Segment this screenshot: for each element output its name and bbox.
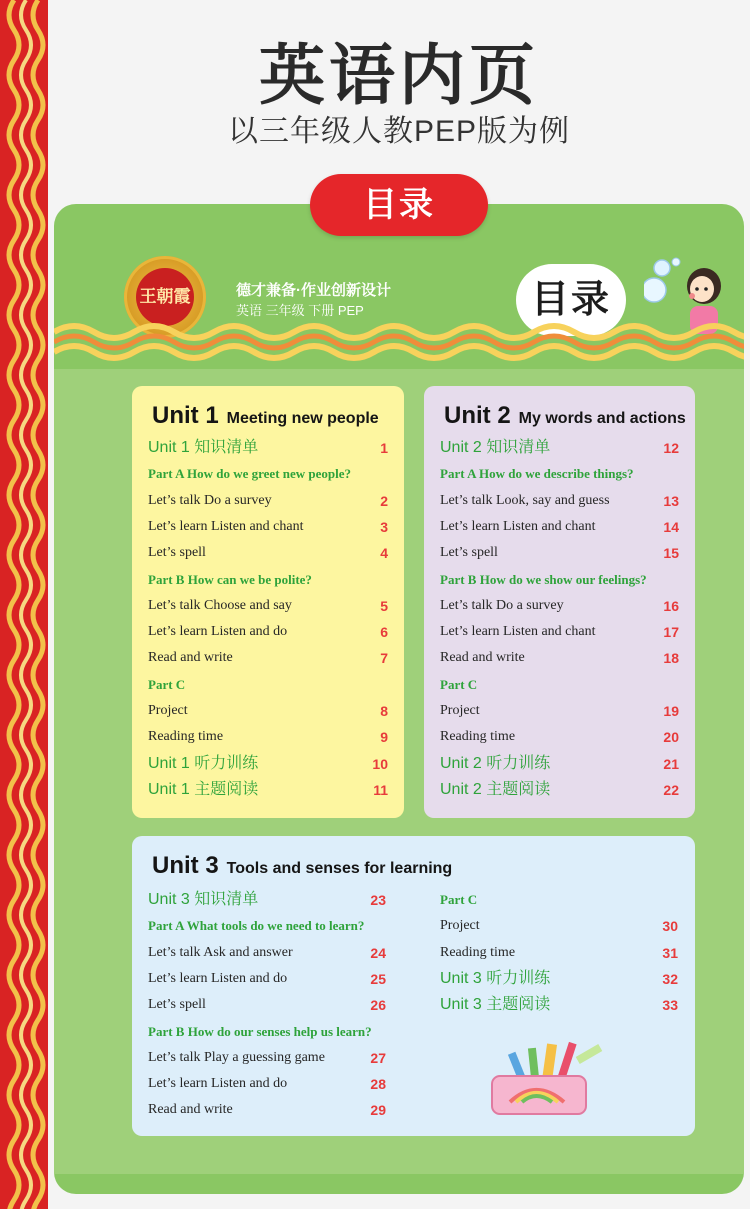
unit3-title: Unit 3 [152, 852, 219, 879]
toc-part-heading [148, 567, 388, 593]
toc-entry-title: Part C [440, 892, 478, 907]
unit2-title: Unit 2 [444, 402, 511, 429]
toc-entry-title: Reading time [440, 729, 516, 745]
toc-entry [148, 777, 388, 803]
contents-title: 目录 [516, 264, 626, 336]
toc-entry-title: Let’s talk Play a guessing game [148, 1049, 325, 1065]
unit2-subtitle: My words and actions [518, 410, 686, 427]
toc-entry-title: Let’s learn Listen and do [148, 1076, 288, 1092]
toc-page-number: 25 [370, 970, 386, 987]
toc-entry [148, 724, 388, 750]
toc-page-number: 5 [380, 597, 388, 614]
toc-entry-title: Part B How can we be polite? [148, 571, 312, 587]
toc-entry [148, 1097, 386, 1123]
toc-entry-title: Unit 1 知识清单 [148, 439, 259, 456]
toc-entry-title: Let’s learn Listen and chant [440, 518, 596, 534]
toc-page-number: 14 [663, 518, 679, 535]
toc-page-number: 29 [370, 1102, 386, 1119]
toc-page-number: 18 [663, 650, 679, 667]
toc-page-number: 13 [663, 492, 679, 509]
toc-entry [148, 1071, 386, 1097]
toc-page-number: 22 [663, 781, 679, 798]
toc-entry-title: Let’s learn Listen and do [148, 970, 288, 986]
toc-entry-title: Unit 1 主题阅读 [148, 780, 259, 798]
toc-entry-title: Project [440, 918, 480, 934]
toc-entry [148, 940, 386, 966]
toc-entry-title: Let’s talk Ask and answer [148, 944, 293, 960]
toc-page-number: 33 [662, 997, 678, 1014]
toc-entry-title: Unit 2 听力训练 [440, 754, 551, 772]
brand-tagline: 德才兼备·作业创新设计 [236, 282, 391, 299]
toc-entry [148, 593, 388, 619]
toc-page-number: 27 [370, 1049, 386, 1066]
toc-part-heading [440, 567, 679, 593]
toc-entry-title: Read and write [440, 650, 525, 666]
toc-page-number: 24 [370, 944, 386, 961]
toc-entry-title: Reading time [440, 944, 516, 960]
toc-page-number: 9 [380, 729, 388, 746]
toc-page-number: 17 [663, 624, 679, 641]
unit1-subtitle: Meeting new people [226, 410, 379, 427]
toc-entry [148, 698, 388, 724]
toc-page-number: 2 [380, 492, 388, 509]
unit3-subtitle: Tools and senses for learning [226, 860, 453, 877]
toc-entry-title: Let’s spell [148, 997, 206, 1013]
toc-entry-title: Let’s learn Listen and chant [440, 624, 596, 640]
toc-entry-title: Let’s spell [440, 545, 498, 561]
toc-page-number: 12 [663, 440, 679, 456]
toc-page-number: 23 [370, 892, 386, 908]
toc-entry-title: Let’s talk Do a survey [148, 492, 272, 508]
toc-entry-title: Unit 1 听力训练 [148, 754, 259, 772]
toc-entry [148, 540, 388, 566]
toc-entry-title: Part C [148, 676, 186, 692]
toc-entry-title: Part B How do we show our feelings? [440, 571, 647, 587]
toc-entry-title: Part A How do we describe things? [440, 466, 634, 482]
toc-part-heading [440, 672, 679, 698]
toc-entry [148, 966, 386, 992]
toc-page-number: 8 [380, 703, 388, 719]
toc-page-number: 31 [662, 944, 678, 961]
toc-entry-title: Let’s talk Do a survey [440, 597, 564, 613]
unit3-toc-list-left [132, 836, 402, 1136]
toc-entry [440, 724, 679, 750]
toc-entry-title: Unit 3 主题阅读 [440, 996, 551, 1014]
toc-entry-title: Let’s spell [148, 545, 206, 561]
toc-entry [440, 992, 678, 1018]
toc-entry-title: Let’s talk Choose and say [148, 597, 292, 613]
toc-entry [148, 514, 388, 540]
toc-entry [440, 751, 679, 777]
wave-divider [54, 312, 744, 372]
toc-part-heading [148, 913, 386, 939]
toc-entry-title: Let’s learn Listen and chant [148, 518, 304, 534]
toc-entry [148, 992, 386, 1018]
toc-page-number: 21 [663, 755, 679, 772]
toc-page-number: 28 [370, 1076, 386, 1093]
unit1-heading [152, 402, 379, 430]
toc-page-number: 15 [663, 545, 679, 562]
toc-entry [440, 940, 678, 966]
wave-pattern-icon [0, 0, 48, 1209]
toc-page-number: 19 [663, 703, 679, 719]
toc-entry [440, 435, 679, 461]
toc-entry [440, 593, 679, 619]
toc-part-heading [148, 672, 388, 698]
toc-page-number: 30 [662, 918, 678, 935]
toc-entry [148, 435, 388, 461]
toc-part-heading [148, 1019, 386, 1045]
toc-entry-title: Unit 2 主题阅读 [440, 780, 551, 798]
toc-entry [440, 488, 679, 514]
page-title: 英语内页 [259, 38, 539, 112]
toc-entry [440, 777, 679, 803]
toc-page-number: 6 [380, 624, 388, 641]
unit2-card [424, 386, 695, 818]
toc-page-number: 1 [380, 440, 388, 456]
toc-page-number: 16 [663, 597, 679, 614]
toc-entry [440, 698, 679, 724]
contents-pill: 目录 [310, 174, 488, 236]
toc-entry-title: Unit 2 知识清单 [440, 439, 551, 456]
toc-entry [148, 619, 388, 645]
toc-entry [440, 540, 679, 566]
toc-entry [440, 645, 679, 671]
toc-entry [148, 751, 388, 777]
toc-entry [148, 645, 388, 671]
toc-page-number: 11 [373, 781, 388, 798]
toc-entry-title: Part C [440, 676, 478, 692]
toc-page-number: 32 [662, 970, 678, 987]
toc-entry [440, 619, 679, 645]
toc-page-number: 3 [380, 518, 388, 535]
toc-entry-title: Unit 3 知识清单 [148, 891, 259, 908]
toc-entry [148, 488, 388, 514]
decorative-wave-strip [0, 0, 48, 1209]
toc-entry-title: Part A How do we greet new people? [148, 466, 352, 482]
toc-part-heading [440, 887, 678, 913]
unit2-heading [444, 402, 686, 430]
toc-entry [440, 966, 678, 992]
toc-entry-title: Let’s learn Listen and do [148, 624, 288, 640]
toc-entry [148, 1045, 386, 1071]
unit1-title: Unit 1 [152, 402, 219, 429]
toc-page-number: 26 [370, 997, 386, 1014]
toc-entry-title: Read and write [148, 1102, 233, 1118]
toc-page-number: 10 [372, 755, 388, 772]
toc-entry-title: Let’s talk Look, say and guess [440, 492, 610, 508]
pencil-case-icon [490, 1040, 610, 1120]
toc-entry [440, 913, 678, 939]
unit1-card [132, 386, 404, 818]
brand-logo-text: 王朝霞 [136, 268, 194, 326]
toc-entry [148, 887, 386, 913]
toc-part-heading [148, 461, 388, 487]
toc-entry-title: Part B How do our senses help us learn? [148, 1023, 372, 1039]
toc-entry-title: Unit 3 听力训练 [440, 969, 551, 987]
toc-entry-title: Read and write [148, 650, 233, 666]
toc-page-number: 20 [663, 729, 679, 746]
toc-page-number: 4 [380, 545, 388, 562]
toc-entry [440, 514, 679, 540]
toc-entry-title: Reading time [148, 729, 224, 745]
book-info: 英语 三年级 下册 PEP [236, 303, 364, 318]
toc-entry-title: Part A What tools do we need to learn? [148, 918, 365, 934]
toc-page-number: 7 [380, 650, 388, 667]
toc-entry-title: Project [440, 703, 480, 718]
toc-part-heading [440, 461, 679, 487]
unit3-card [132, 836, 695, 1136]
page-subtitle: 以三年级人教PEP版为例 [227, 115, 571, 148]
toc-entry-title: Project [148, 703, 188, 718]
